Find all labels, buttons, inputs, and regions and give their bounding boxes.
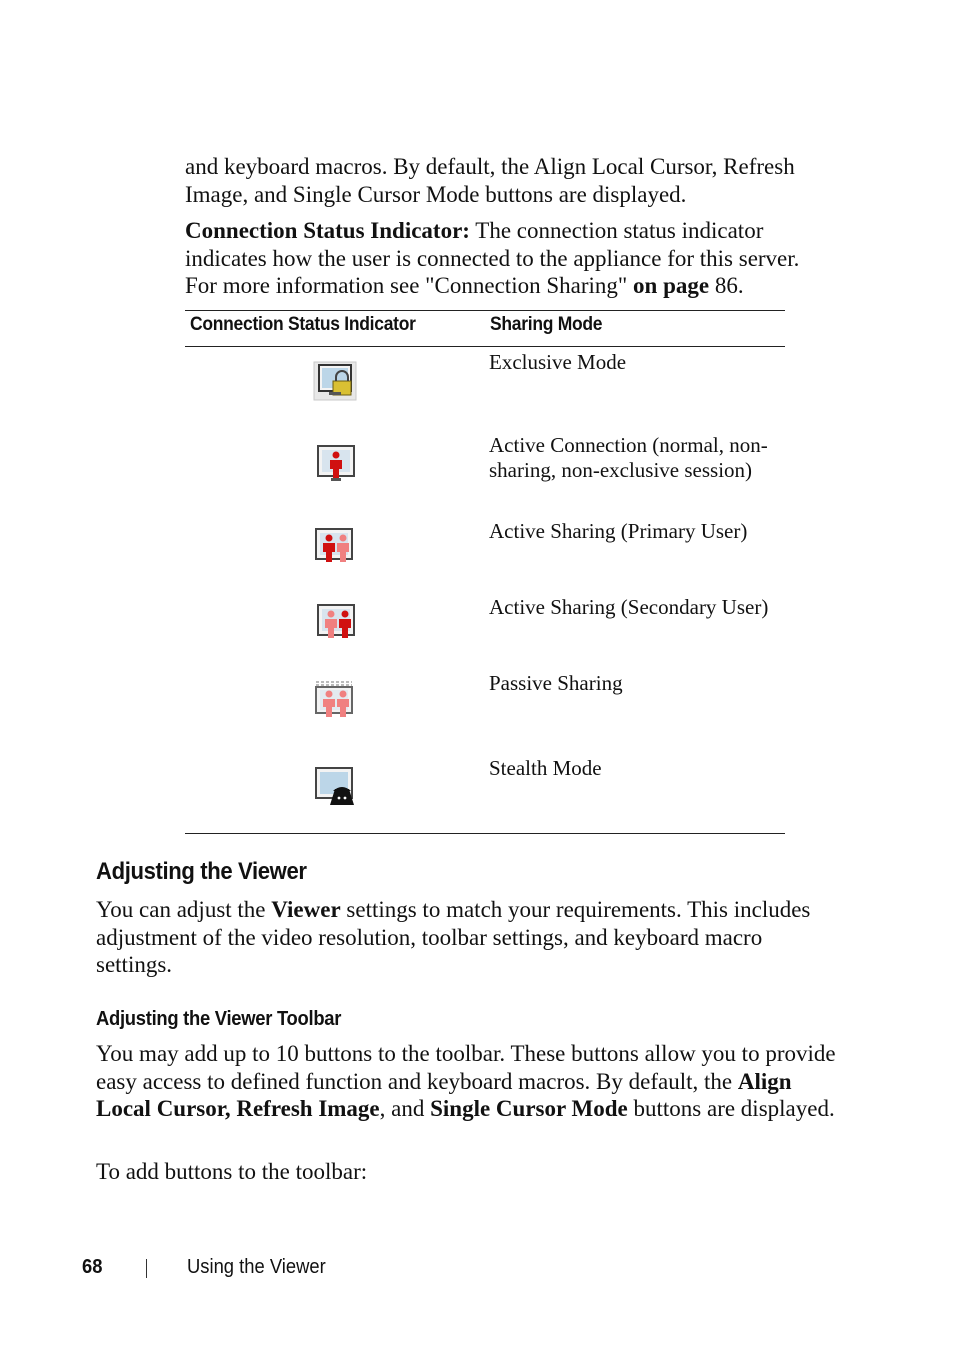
connection-status-text: The connection status indicator indicates how the user is connected to the appliance for this server. For more information see "Connection Sharing" [185,218,800,298]
toolbar-bold-1: Align Local Cursor, Refresh Image [96,1068,792,1121]
monitor-primary-sharing-icon [313,526,357,566]
subsection-heading: Adjusting the Viewer Toolbar [96,1008,342,1030]
monitor-passive-sharing-icon [313,679,357,719]
sharing-mode-label: Passive Sharing [489,671,623,695]
on-page-text: on page [633,273,710,298]
section-heading: Adjusting the Viewer [96,858,307,885]
table-top-rule [185,310,785,311]
table-header-rule [185,346,785,347]
sharing-mode-label: Exclusive Mode [489,350,627,374]
intro-paragraph: and keyboard macros. By default, the Align Local Cursor, Refresh Image, and Single Cursor Mode buttons are displayed. [185,154,795,207]
sharing-mode-label: Active Sharing (Primary User) [489,519,748,543]
toolbar-bold-2: Single Cursor Mode [430,1096,628,1121]
viewer-term: Viewer [271,897,341,922]
section-text-before: You can adjust the [96,897,272,922]
toolbar-text-after: buttons are displayed. [627,1096,835,1121]
page-number: 68 [82,1256,103,1278]
section-text-after: settings to match your requirements. This includes adjustment of the video resolution, toolbar settings, and keyboard macro settings. [96,897,811,977]
add-buttons-paragraph: To add buttons to the toolbar: [96,1159,368,1184]
monitor-secondary-sharing-icon [315,602,359,642]
toolbar-paragraph [96,1040,836,1123]
connection-status-label: Connection Status Indicator: [185,218,470,243]
monitor-stealth-icon [313,765,357,805]
section-paragraph [96,896,836,979]
toolbar-text-before: You may add up to 10 buttons to the toolbar. These buttons allow you to provide easy access to defined function and keyboard macros. By default, the [96,1041,836,1094]
monitor-lock-icon [313,361,357,401]
monitor-single-user-icon [315,443,359,483]
sharing-mode-label: Active Sharing (Secondary User) [489,595,769,619]
connection-status-paragraph [185,217,825,300]
table-bottom-rule [185,833,785,834]
table-header-indicator: Connection Status Indicator [190,314,416,335]
sentence-end: . [737,273,744,298]
footer-title: Using the Viewer [187,1256,326,1278]
footer-separator [146,1259,147,1278]
sharing-mode-label: Stealth Mode [489,756,602,780]
toolbar-text-mid: , and [379,1096,431,1121]
page-reference: 86 [709,273,738,298]
sharing-mode-label: Active Connection (normal, non-sharing, non-exclusive session) [489,433,768,482]
table-header-sharing-mode: Sharing Mode [490,314,603,335]
